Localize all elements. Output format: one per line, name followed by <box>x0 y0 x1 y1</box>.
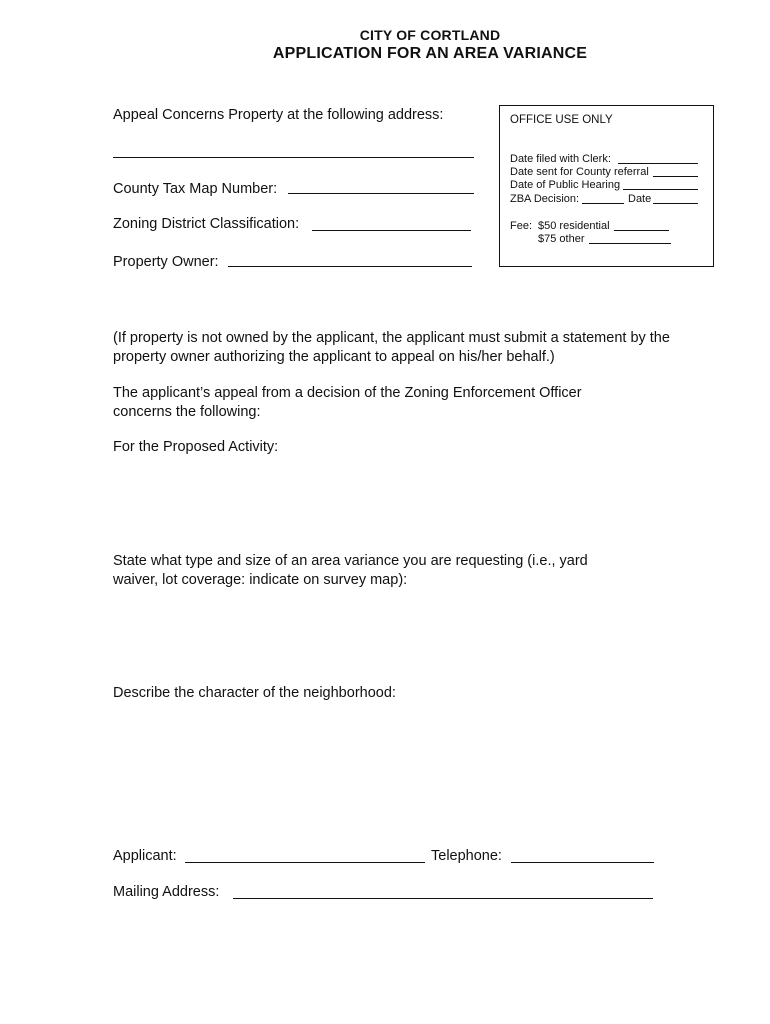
zba-date-label: Date <box>628 193 652 205</box>
office-use-heading: OFFICE USE ONLY <box>510 114 613 126</box>
date-hearing-field[interactable] <box>623 189 698 190</box>
tax-map-field[interactable] <box>288 193 474 194</box>
proposed-activity-label: For the Proposed Activity: <box>113 439 279 455</box>
mailing-address-field[interactable] <box>233 898 653 899</box>
owner-statement-note: (If property is not owned by the applicant, the applicant must submit a statement by the property owner authorizing the applicant to appeal on his/her behalf.) <box>113 330 670 365</box>
fee-residential-field[interactable] <box>614 230 669 231</box>
date-filed-label: Date filed with Clerk: <box>510 153 611 165</box>
neighborhood-label: Describe the character of the neighborhood: <box>113 685 396 701</box>
fee-residential-label: $50 residential <box>538 220 610 232</box>
telephone-field[interactable] <box>511 862 654 863</box>
tax-map-label: County Tax Map Number: <box>113 181 278 197</box>
fee-other-label: $75 other <box>538 233 585 245</box>
mailing-address-label: Mailing Address: <box>113 884 220 900</box>
property-owner-label: Property Owner: <box>113 254 219 270</box>
city-heading: CITY OF CORTLAND <box>359 27 501 43</box>
fee-other-field[interactable] <box>589 243 671 244</box>
appeal-note: The applicant’s appeal from a decision of the Zoning Enforcement Officer concerns the following: <box>113 385 582 420</box>
property-owner-field[interactable] <box>228 266 472 267</box>
variance-request-label: State what type and size of an area variance you are requesting (i.e., yard waiver, lot coverage: indicate on survey map): <box>113 553 588 588</box>
date-filed-field[interactable] <box>618 163 698 164</box>
date-sent-label: Date sent for County referral <box>510 166 649 178</box>
zba-decision-label: ZBA Decision: <box>510 193 580 205</box>
applicant-label: Applicant: <box>113 848 177 864</box>
appeal-address-field[interactable] <box>113 157 474 158</box>
date-sent-field[interactable] <box>653 176 698 177</box>
telephone-label: Telephone: <box>431 848 502 864</box>
form-title: APPLICATION FOR AN AREA VARIANCE <box>272 45 588 62</box>
zoning-label: Zoning District Classification: <box>113 216 300 232</box>
applicant-field[interactable] <box>185 862 425 863</box>
fee-label: Fee: <box>510 220 533 232</box>
appeal-address-label: Appeal Concerns Property at the following address: <box>113 107 444 123</box>
zba-decision-field[interactable] <box>582 203 624 204</box>
date-hearing-label: Date of Public Hearing <box>510 179 621 191</box>
zba-date-field[interactable] <box>653 203 698 204</box>
office-use-box <box>499 105 714 267</box>
zoning-field[interactable] <box>312 230 471 231</box>
